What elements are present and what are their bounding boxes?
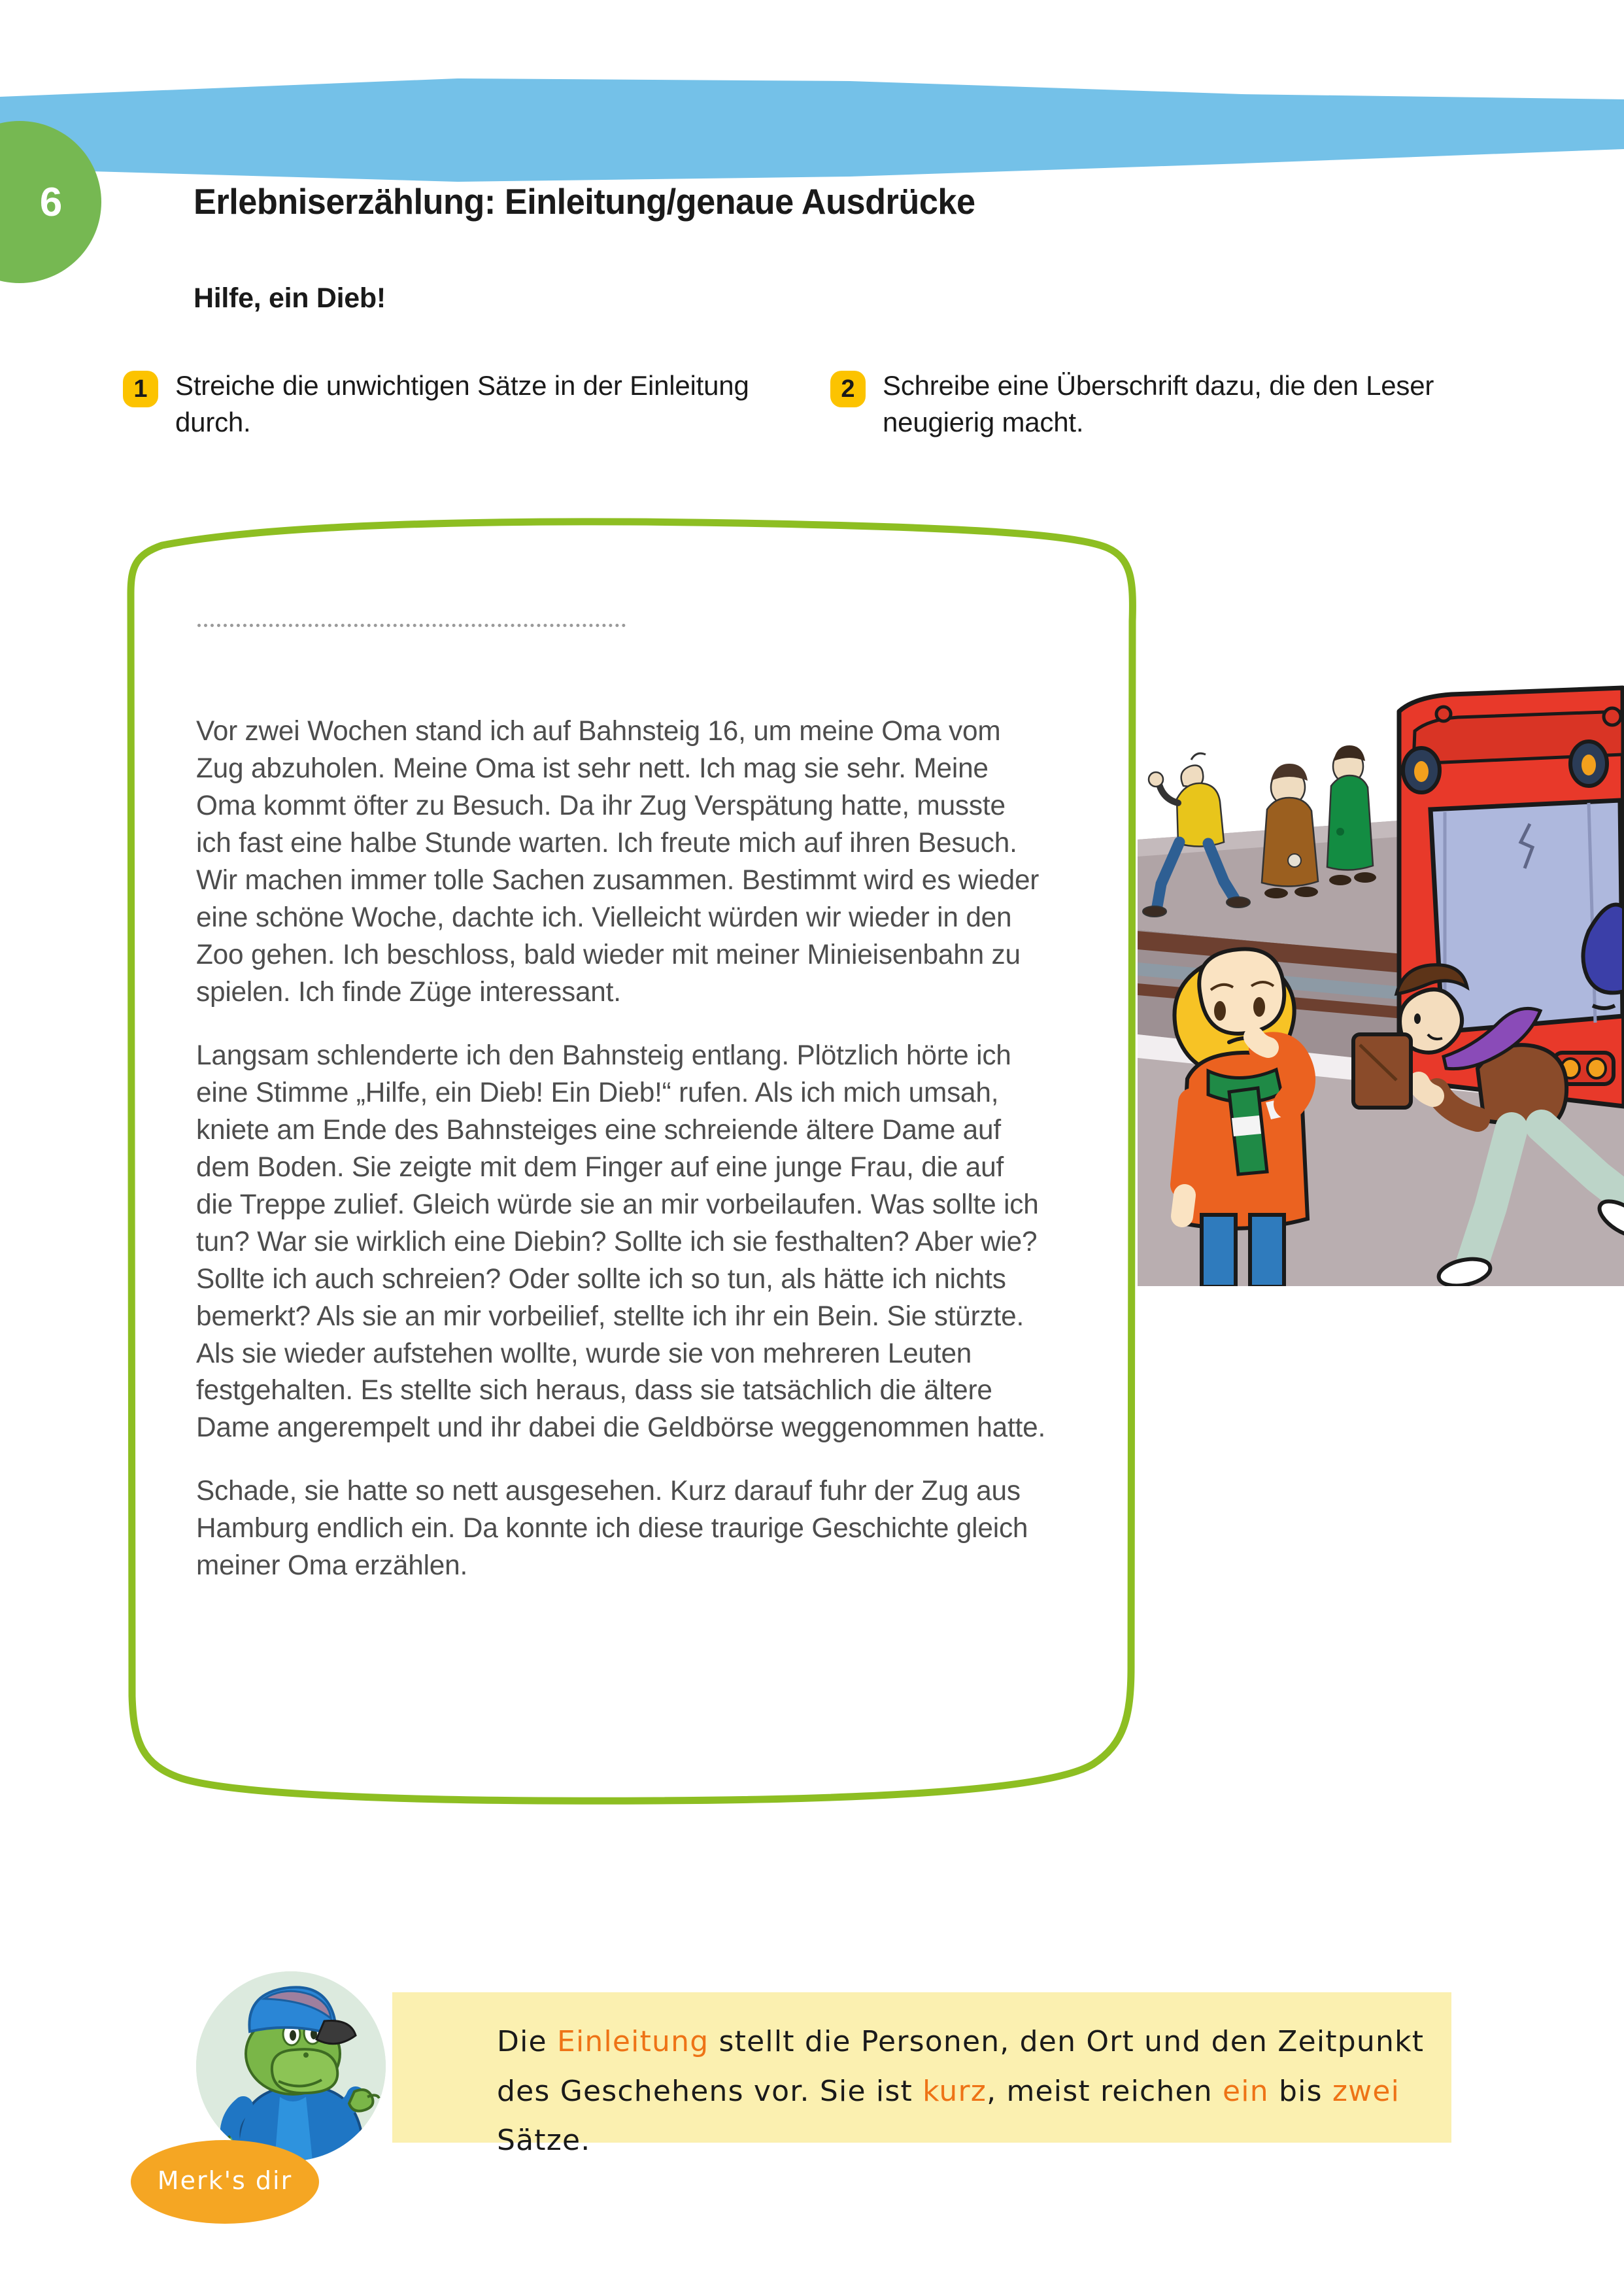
story-box [119,517,1139,1818]
exercise-number-badge-1: 1 [123,371,158,407]
exercise-number-badge-2: 2 [830,371,866,407]
tip-keyword: kurz [922,2074,987,2108]
merks-dir-bubble [131,2140,319,2224]
tip-box [92,1952,1530,2226]
tip-text-segment: Sätze. [497,2124,591,2158]
story-paragraph-2: Langsam schlenderte ich den Bahnsteig entlang. Plötzlich hörte ich eine Stimme „Hilfe, ein Dieb! Ein Dieb!“ rufen. Als ich mich umsah, kniete am Ende des Bahnsteiges eine schreiende ältere Dame auf dem Boden. Sie zeigte mit dem Finger auf eine junge Frau, die auf die Treppe zulief. Gleich würde sie an mir vorbeilaufen. Was sollte ich tun? War sie wirklich eine Diebin? Sollte ich sie festhalten? Aber wie? Sollte ich auch schreien? Oder sollte ich so tun, als hätte ich nichts bemerkt? Als sie an mir vorbeilief, stellte ich ihr ein Bein. Sie stürzte. Als sie wieder aufstehen wollte, wurde sie von mehreren Leuten festgehalten. Es stellte sich heraus, dass sie tatsächlich die ältere Dame angerempelt und ihr dabei die Geldbörse weggenommen hatte. [196,1039,1046,1444]
tip-text-segment: bis [1268,2074,1332,2108]
merks-dir-label: Merk's dir [157,2166,293,2195]
exercise-item-2 [830,367,1484,441]
headline-writing-line[interactable] [197,621,626,627]
krokodil-mascot-icon [196,1971,386,2161]
tip-keyword: ein [1223,2074,1269,2108]
header-banner-shape [0,65,1624,196]
story-paragraph-1: Vor zwei Wochen stand ich auf Bahnsteig 16, um meine Oma vom Zug abzuholen. Meine Oma ist sehr nett. Ich mag sie sehr. Meine Oma kommt öfter zu Besuch. Da ihr Zug Verspätung hatte, musste ich fast eine halbe Stunde warten. Ich freute mich auf ihren Besuch. Wir machen immer tolle Sachen zusammen. Bestimmt wird es wieder eine schöne Woche, dachte ich. Vielleicht würden wir wieder in den Zoo gehen. Ich beschloss, bald wieder mit meiner Minieisenbahn zu spielen. Ich finde Züge interessant. [196,715,1040,1008]
mascot-avatar [196,1971,386,2161]
tip-text-segment: , meist reichen [987,2074,1223,2108]
page-title: Erlebniserzählung: Einleitung/genaue Ausdrücke [194,181,975,222]
exercise-instruction-1: Streiche die unwichtigen Sätze in der Einleitung durch. [175,370,749,437]
page-number: 6 [39,179,63,225]
story-text-body [196,713,1046,1584]
page-header [0,65,1624,225]
tip-text [497,2017,1478,2166]
worksheet-title: Hilfe, ein Dieb! [194,282,386,314]
tip-text-segment: stellt die Personen, den Ort und den Zeitpunkt des Geschehens vor. Sie ist [497,2025,1425,2108]
platform-scene-illustration [1138,668,1624,1286]
story-paragraph-3: Schade, sie hatte so nett ausgesehen. Kurz darauf fuhr der Zug aus Hamburg endlich ein. Da konnte ich diese traurige Geschichte gleich meiner Oma erzählen. [196,1475,1028,1582]
exercise-instruction-2: Schreibe eine Überschrift dazu, die den Leser neugierig macht. [883,370,1434,437]
tip-keyword: zwei [1332,2074,1400,2108]
exercise-item-1 [123,367,751,441]
tip-text-segment: Die [497,2025,557,2058]
tip-keyword: Einleitung [556,2025,709,2058]
